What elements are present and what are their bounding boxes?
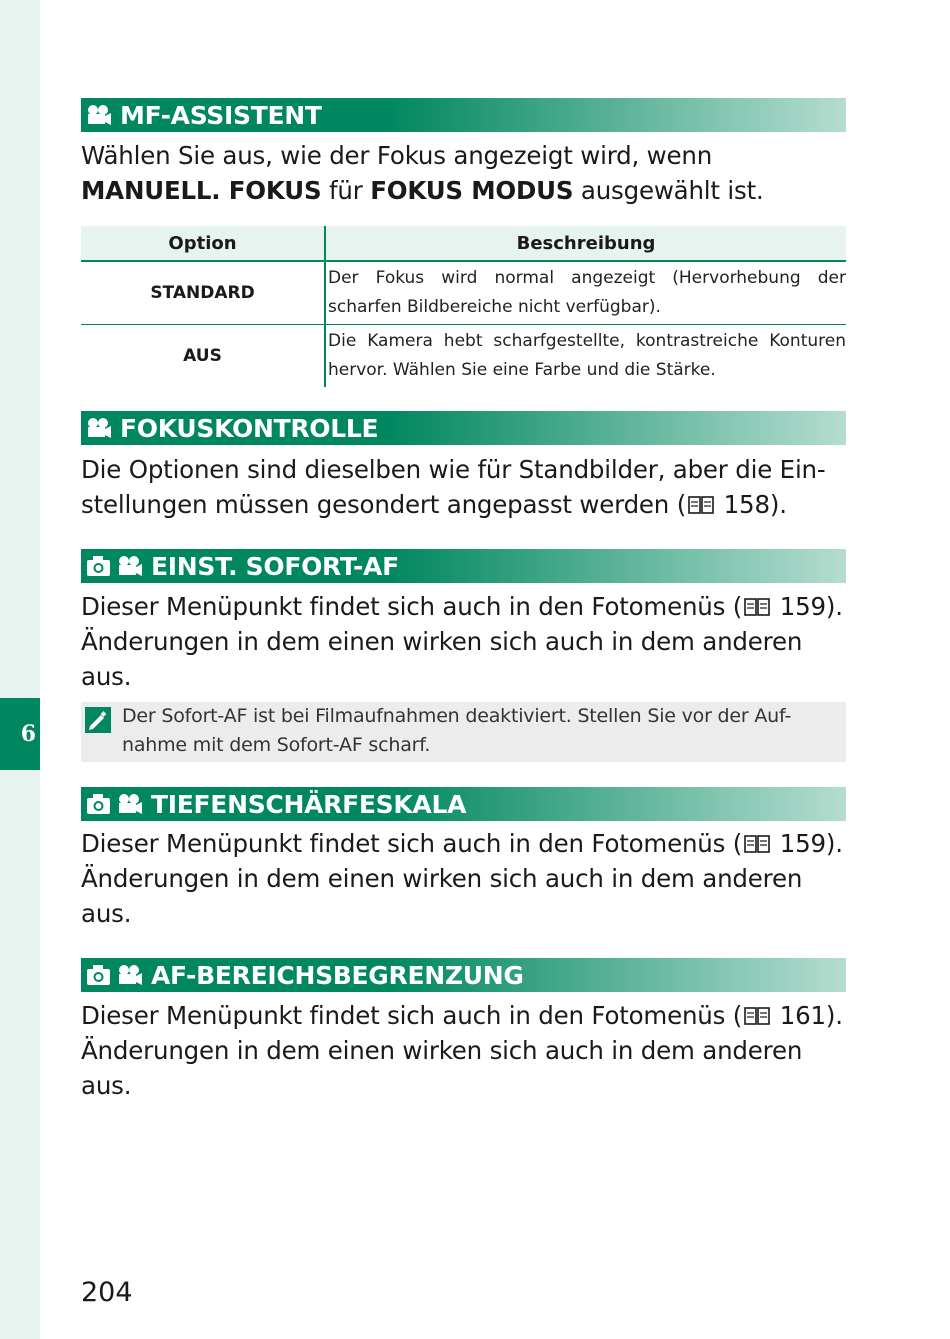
book-reference-icon xyxy=(688,489,714,509)
page-reference[interactable]: 158 xyxy=(723,490,770,519)
movie-camera-icon xyxy=(85,416,112,440)
section-title: TIEFENSCHÄRFESKALA xyxy=(151,789,467,819)
movie-camera-icon xyxy=(116,554,143,578)
note-text: Der Sofort-AF ist bei Filmaufnahmen deaktiviert. Stellen Sie vor der Auf-nahme mit dem Sofort-AF scharf. xyxy=(122,705,792,756)
section-header-fokuskontrolle xyxy=(81,411,846,445)
body-text: ). xyxy=(769,490,787,519)
column-header-description: Beschreibung xyxy=(325,226,846,261)
book-reference-icon xyxy=(744,591,770,611)
section-header-tiefenschaerfeskala xyxy=(81,787,846,821)
intro-bold-focus-mode: FOKUS MODUS xyxy=(370,176,574,205)
table-row xyxy=(81,325,846,388)
option-cell: AUS xyxy=(81,325,325,388)
chapter-number: 6 xyxy=(20,721,36,747)
sofort-af-text xyxy=(81,589,846,694)
intro-text: Wählen Sie aus, wie der Fokus angezeigt wird, wenn xyxy=(81,141,713,170)
options-table xyxy=(81,226,846,387)
section-title: AF-BEREICHSBEGRENZUNG xyxy=(151,960,524,990)
section-title: EINST. SOFORT-AF xyxy=(151,551,399,581)
option-cell: STANDARD xyxy=(81,261,325,325)
tiefenschaerfeskala-text xyxy=(81,826,846,931)
body-text: Dieser Menüpunkt findet sich auch in den Fotomenüs ( xyxy=(81,1001,743,1030)
chapter-tab xyxy=(0,698,40,770)
page-reference[interactable]: 161 xyxy=(779,1001,826,1030)
section-title: FOKUSKONTROLLE xyxy=(120,413,379,443)
section-header-af-bereichsbegrenzung xyxy=(81,958,846,992)
body-text: Dieser Menüpunkt findet sich auch in den Fotomenüs ( xyxy=(81,829,743,858)
intro-text: für xyxy=(321,176,371,205)
description-cell: Die Kamera hebt scharfgestellte, kontrastreiche Konturen hervor. Wählen Sie eine Farbe und die Stärke. xyxy=(328,331,846,380)
section-header-sofort-af xyxy=(81,549,846,583)
movie-camera-icon xyxy=(116,792,143,816)
still-camera-icon xyxy=(85,792,112,816)
section-header-mf-assistent xyxy=(81,98,846,132)
body-text: Die Optionen sind dieselben wie für Standbilder, aber die Ein-stellungen müssen gesondert angepasst werden ( xyxy=(81,455,826,519)
page-number: 204 xyxy=(81,1277,133,1308)
side-strip xyxy=(0,0,40,1339)
fokuskontrolle-text xyxy=(81,452,846,522)
table-header-row xyxy=(81,226,846,261)
note-box xyxy=(81,702,846,762)
section-title: MF-ASSISTENT xyxy=(120,100,322,130)
body-text: Dieser Menüpunkt findet sich auch in den Fotomenüs ( xyxy=(81,592,743,621)
af-bereichsbegrenzung-text xyxy=(81,998,846,1103)
body-text: ). Änderungen in dem einen wirken sich auch in dem anderen aus. xyxy=(81,1001,843,1100)
still-camera-icon xyxy=(85,554,112,578)
book-reference-icon xyxy=(744,828,770,848)
table-row xyxy=(81,261,846,325)
mf-assistent-intro xyxy=(81,138,846,208)
page-reference[interactable]: 159 xyxy=(779,829,826,858)
body-text: ). Änderungen in dem einen wirken sich auch in dem anderen aus. xyxy=(81,829,843,928)
movie-camera-icon xyxy=(116,963,143,987)
page-reference[interactable]: 159 xyxy=(779,592,826,621)
book-reference-icon xyxy=(744,1000,770,1020)
intro-text: ausgewählt ist. xyxy=(573,176,764,205)
note-pencil-icon xyxy=(84,706,112,734)
movie-camera-icon xyxy=(85,103,112,127)
description-cell: Der Fokus wird normal angezeigt (Hervorhebung der scharfen Bildbereiche nicht verfügbar). xyxy=(325,261,846,325)
still-camera-icon xyxy=(85,963,112,987)
body-text: ). Änderungen in dem einen wirken sich auch in dem anderen aus. xyxy=(81,592,843,691)
intro-bold-manual-focus: MANUELL. FOKUS xyxy=(81,176,322,205)
column-header-option: Option xyxy=(81,226,325,261)
